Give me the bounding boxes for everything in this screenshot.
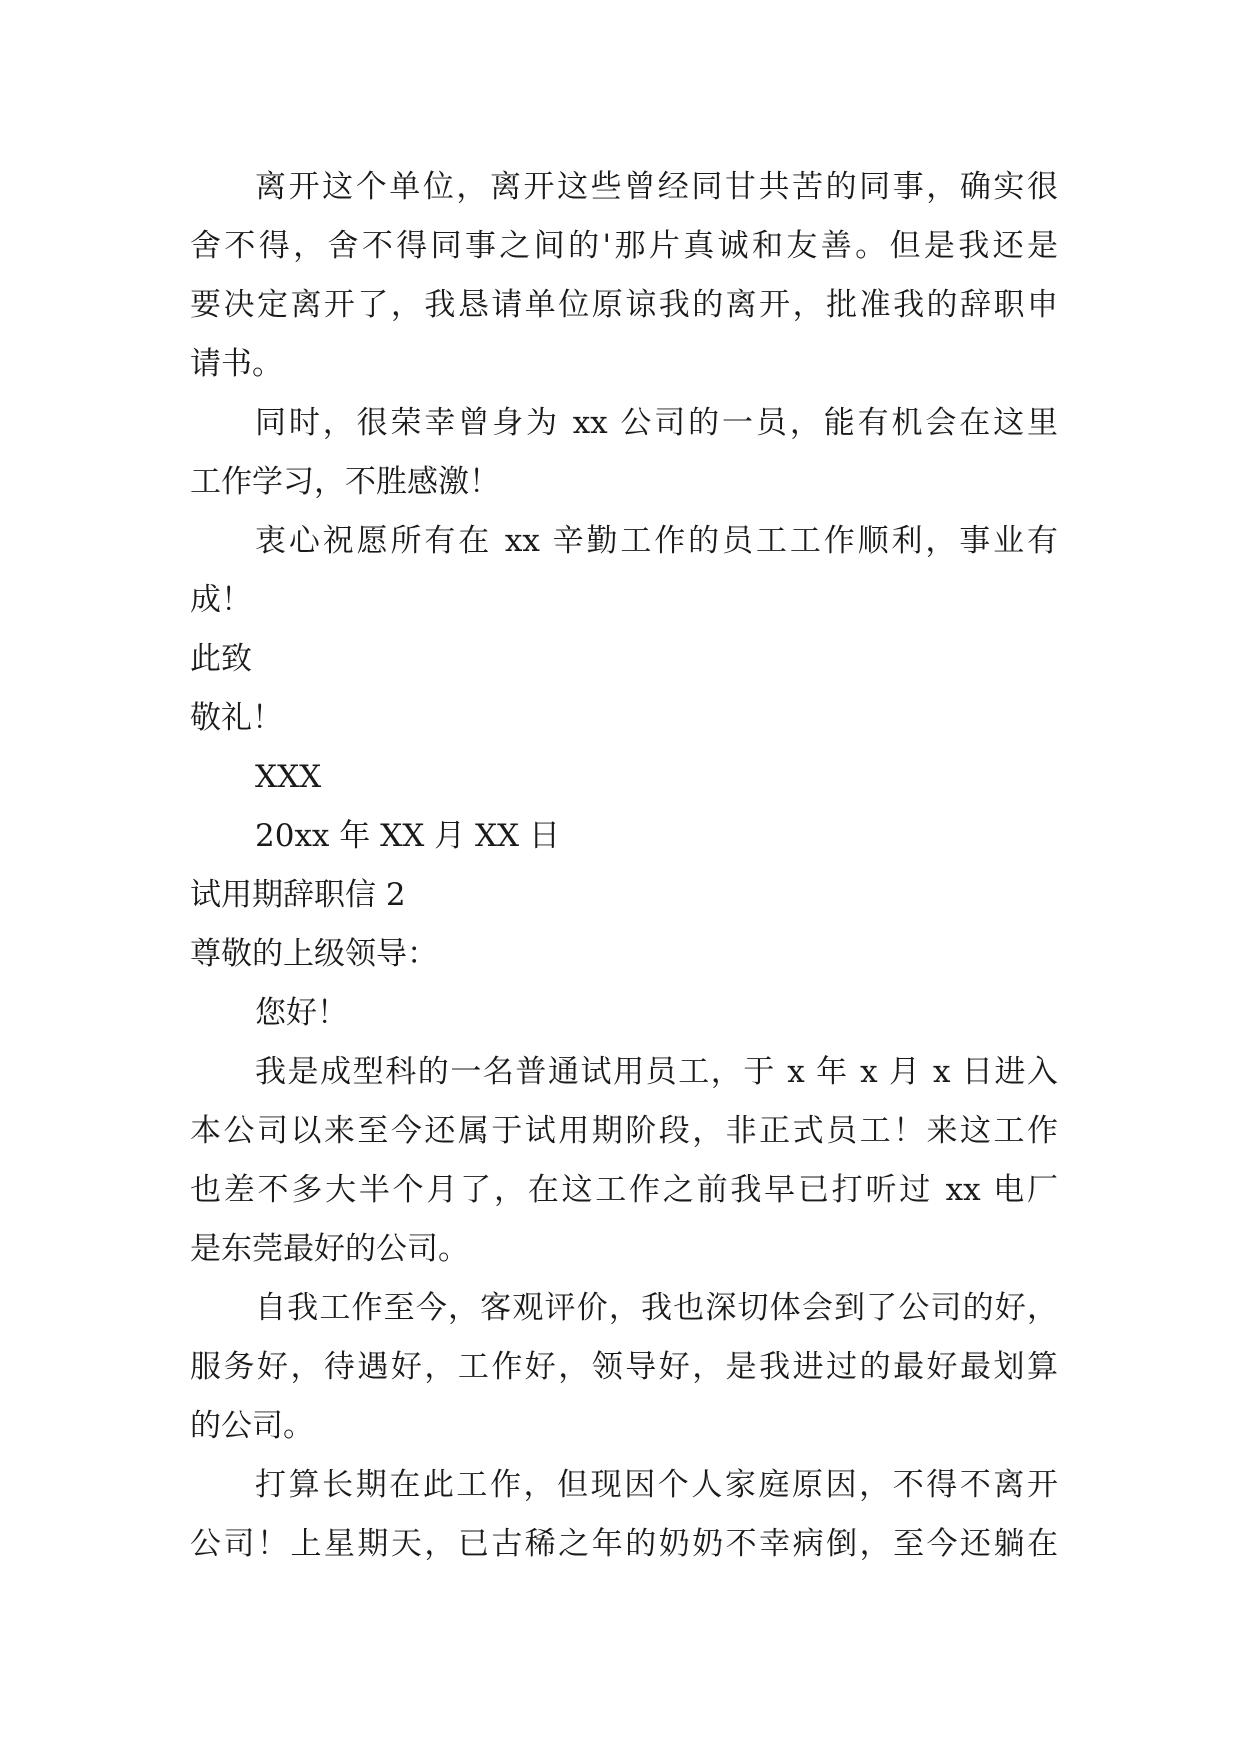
paragraph-line: 公司！上星期天，已古稀之年的奶奶不幸病倒，至今还躺在: [190, 1526, 1058, 1562]
paragraph-line: 同时，很荣幸曾身为 xx 公司的一员，能有机会在这里: [255, 405, 1058, 441]
paragraph-line: 服务好，待遇好，工作好，领导好，是我进过的最好最划算: [190, 1349, 1058, 1385]
paragraph-line: 请书。: [190, 346, 283, 382]
paragraph-line: 打算长期在此工作，但现因个人家庭原因，不得不离开: [255, 1467, 1058, 1503]
section-title: 试用期辞职信 2: [190, 877, 406, 913]
document-page: [190, 158, 1058, 1574]
paragraph-line: 离开这个单位，离开这些曾经同甘共苦的同事，确实很: [255, 169, 1058, 205]
paragraph-line: 自我工作至今，客观评价，我也深切体会到了公司的好，: [255, 1290, 1058, 1326]
paragraph-line: 是东莞最好的公司。: [190, 1231, 469, 1267]
paragraph-line: 本公司以来至今还属于试用期阶段，非正式员工！来这工作: [190, 1113, 1058, 1149]
closing-line: 此致: [190, 641, 252, 677]
paragraph-line: 成！: [190, 582, 252, 618]
paragraph-line: 舍不得，舍不得同事之间的'那片真诚和友善。但是我还是: [190, 228, 1058, 264]
signature-name: XXX: [255, 759, 322, 795]
paragraph-line: 工作学习，不胜感激！: [190, 464, 500, 500]
paragraph-line: 要决定离开了，我恳请单位原谅我的离开，批准我的辞职申: [190, 287, 1058, 323]
paragraph-line: 我是成型科的一名普通试用员工，于 x 年 x 月 x 日进入: [255, 1054, 1058, 1090]
greeting: 您好！: [255, 995, 348, 1031]
greeting-recipient: 尊敬的上级领导：: [190, 936, 438, 972]
closing-salutation: 敬礼！: [190, 700, 283, 736]
paragraph-line: 的公司。: [190, 1408, 314, 1444]
paragraph-line: 也差不多大半个月了，在这工作之前我早已打听过 xx 电厂: [190, 1172, 1058, 1208]
paragraph-line: 衷心祝愿所有在 xx 辛勤工作的员工工作顺利，事业有: [255, 523, 1058, 559]
signature-date: 20xx 年 XX 月 XX 日: [255, 818, 560, 854]
